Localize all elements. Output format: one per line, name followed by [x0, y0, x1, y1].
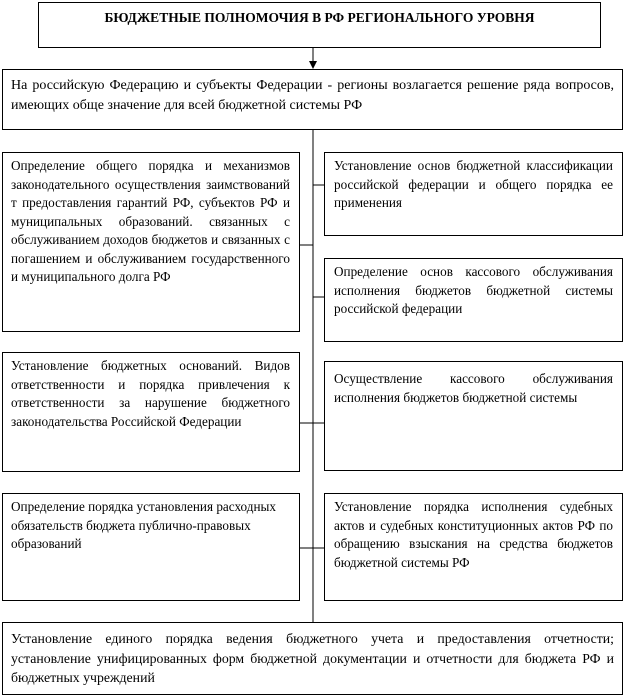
- title-arrow-head: [309, 61, 317, 69]
- diagram-title: БЮДЖЕТНЫЕ ПОЛНОМОЧИЯ В РФ РЕГИОНАЛЬНОГО УРОВНЯ: [38, 2, 601, 48]
- left-box-borrowing: Определение общего порядка и механизмов законодательного осуществления заимствований т предоставления гарантий РФ, субъектов РФ и муниципальных образований. связанных с обслуживанием доходов бюджетов и связанных с погашением и обслуживанием государственного и муниципального долга РФ: [2, 152, 300, 332]
- intro-box: На российскую Федерацию и субъекты Федерации - регионы возлагается решение ряда вопросов, имеющих обще значение для всей бюджетной системы РФ: [2, 69, 623, 130]
- right-box-cash-service: Осуществление кассового обслуживания исполнения бюджетов бюджетной системы: [324, 361, 623, 471]
- bottom-box-accounting: Установление единого порядка ведения бюджетного учета и предоставления отчетности; установление унифицированных форм бюджетной документации и отчетности для бюджета РФ и бюджетных учреждений: [2, 622, 623, 695]
- left-box-expenditure: Определение порядка установления расходных обязательств бюджета публично-правовых образований: [2, 493, 300, 601]
- right-box-court-acts: Установление порядка исполнения судебных актов и судебных конституционных актов РФ по обращению взыскания на средства бюджетов бюджетной системы РФ: [324, 493, 623, 601]
- right-box-cash-basics: Определение основ кассового обслуживания исполнения бюджетов бюджетной системы российской федерации: [324, 258, 623, 342]
- right-box-classification: Установление основ бюджетной классификации российской федерации и общего порядка ее применения: [324, 152, 623, 236]
- left-box-responsibility: Установление бюджетных оснований. Видов ответственности и порядка привлечения к ответственности за нарушение бюджетного законодательства Российской Федерации: [2, 352, 300, 472]
